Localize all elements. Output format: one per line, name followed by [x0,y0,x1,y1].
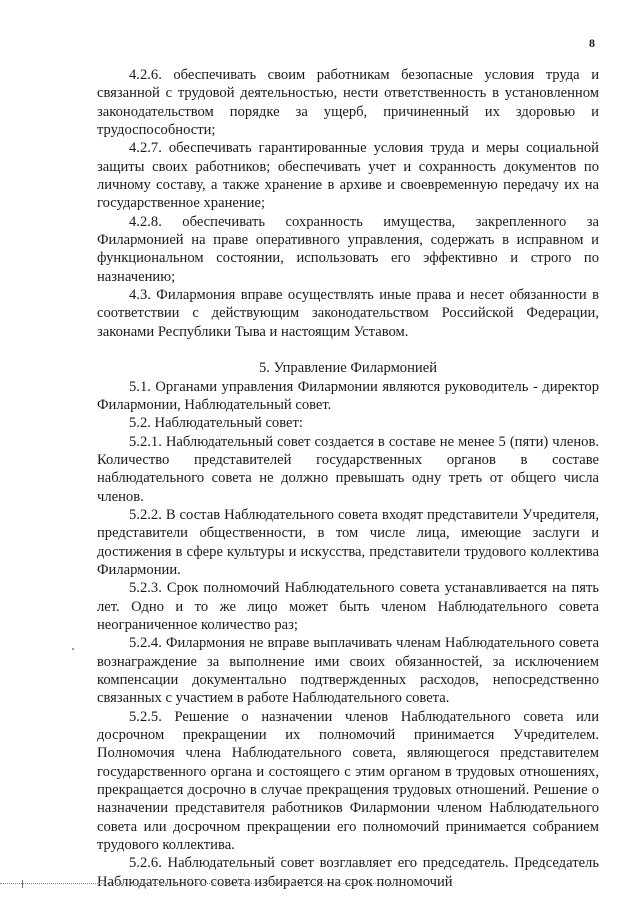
section-5-heading: 5. Управление Филармонией [258,360,438,377]
paragraph-4-2-6: 4.2.6. обеспечивать своим работникам безопасные условия труда и связанной с трудовой деятельностью, нести ответственность в установленном законодательством порядке за ущерб, причиненный их здоровью и трудоспособности; [97,67,599,139]
scan-edge-line [0,883,400,885]
paragraph-5-2-2: 5.2.2. В состав Наблюдательного совета входят представители Учредителя, представители общественности, в том числе лица, имеющие заслуги и достижения в сфере культуры и искусства, представители трудового коллектива Филармонии. [97,506,599,578]
scan-speck [72,648,74,650]
paragraph-5-1: 5.1. Органами управления Филармонии являются руководитель - директор Филармонии, Наблюдательный совет. [97,378,599,413]
paragraph-5-2-1: 5.2.1. Наблюдательный совет создается в составе не менее 5 (пяти) членов. Количество представителей государственных органов в составе наблюдательного совета не должно превышать одну треть от общего числа членов. [97,433,599,505]
page-number: 8 [589,36,595,50]
paragraph-5-2-4: 5.2.4. Филармония не вправе выплачивать членам Наблюдательного совета вознаграждение за выполнение ими своих обязанностей, за исключением компенсации документально подтвержденных расходов, непосредственно связанных с участием в работе Наблюдательного совета. [97,635,599,707]
paragraph-5-2-6: 5.2.6. Наблюдательный совет возглавляет его председатель. Председатель Наблюдательного совета избирается на срок полномочий [97,855,599,890]
paragraph-4-2-8: 4.2.8. обеспечивать сохранность имущества, закрепленного за Филармонией на праве оперативного управления, содержать в исправном и функциональном состоянии, использовать его эффективно и строго по назначению; [97,213,599,285]
paragraph-5-2-3: 5.2.3. Срок полномочий Наблюдательного совета устанавливается на пять лет. Одно и то же лицо может быть членом Наблюдательного совета неограниченное количество раз; [97,580,599,633]
paragraph-5-2-5: 5.2.5. Решение о назначении членов Наблюдательного совета или досрочном прекращении их полномочий принимается Учредителем. Полномочия члена Наблюдательного совета, являющегося представителем государственного органа и состоящего с этим органом в трудовых отношениях, прекращается досрочно в случае прекращения трудовых отношений. Решение о назначении представителя работников Филармонии членом Наблюдательного совета или досрочном прекращении его полномочий принимается собранием трудового коллектива. [97,708,599,854]
paragraph-5-2: 5.2. Наблюдательный совет: [129,415,303,432]
paragraph-4-3: 4.3. Филармония вправе осуществлять иные права и несет обязанности в соответствии с действующим законодательством Российской Федерации, законами Республики Тыва и настоящим Уставом. [97,287,599,340]
paragraph-4-2-7: 4.2.7. обеспечивать гарантированные условия труда и меры социальной защиты своих работников; обеспечивать учет и сохранность документов по личному составу, а также хранение в архиве и своевременную передачу их на государственное хранение; [97,140,599,212]
document-body [97,66,599,891]
